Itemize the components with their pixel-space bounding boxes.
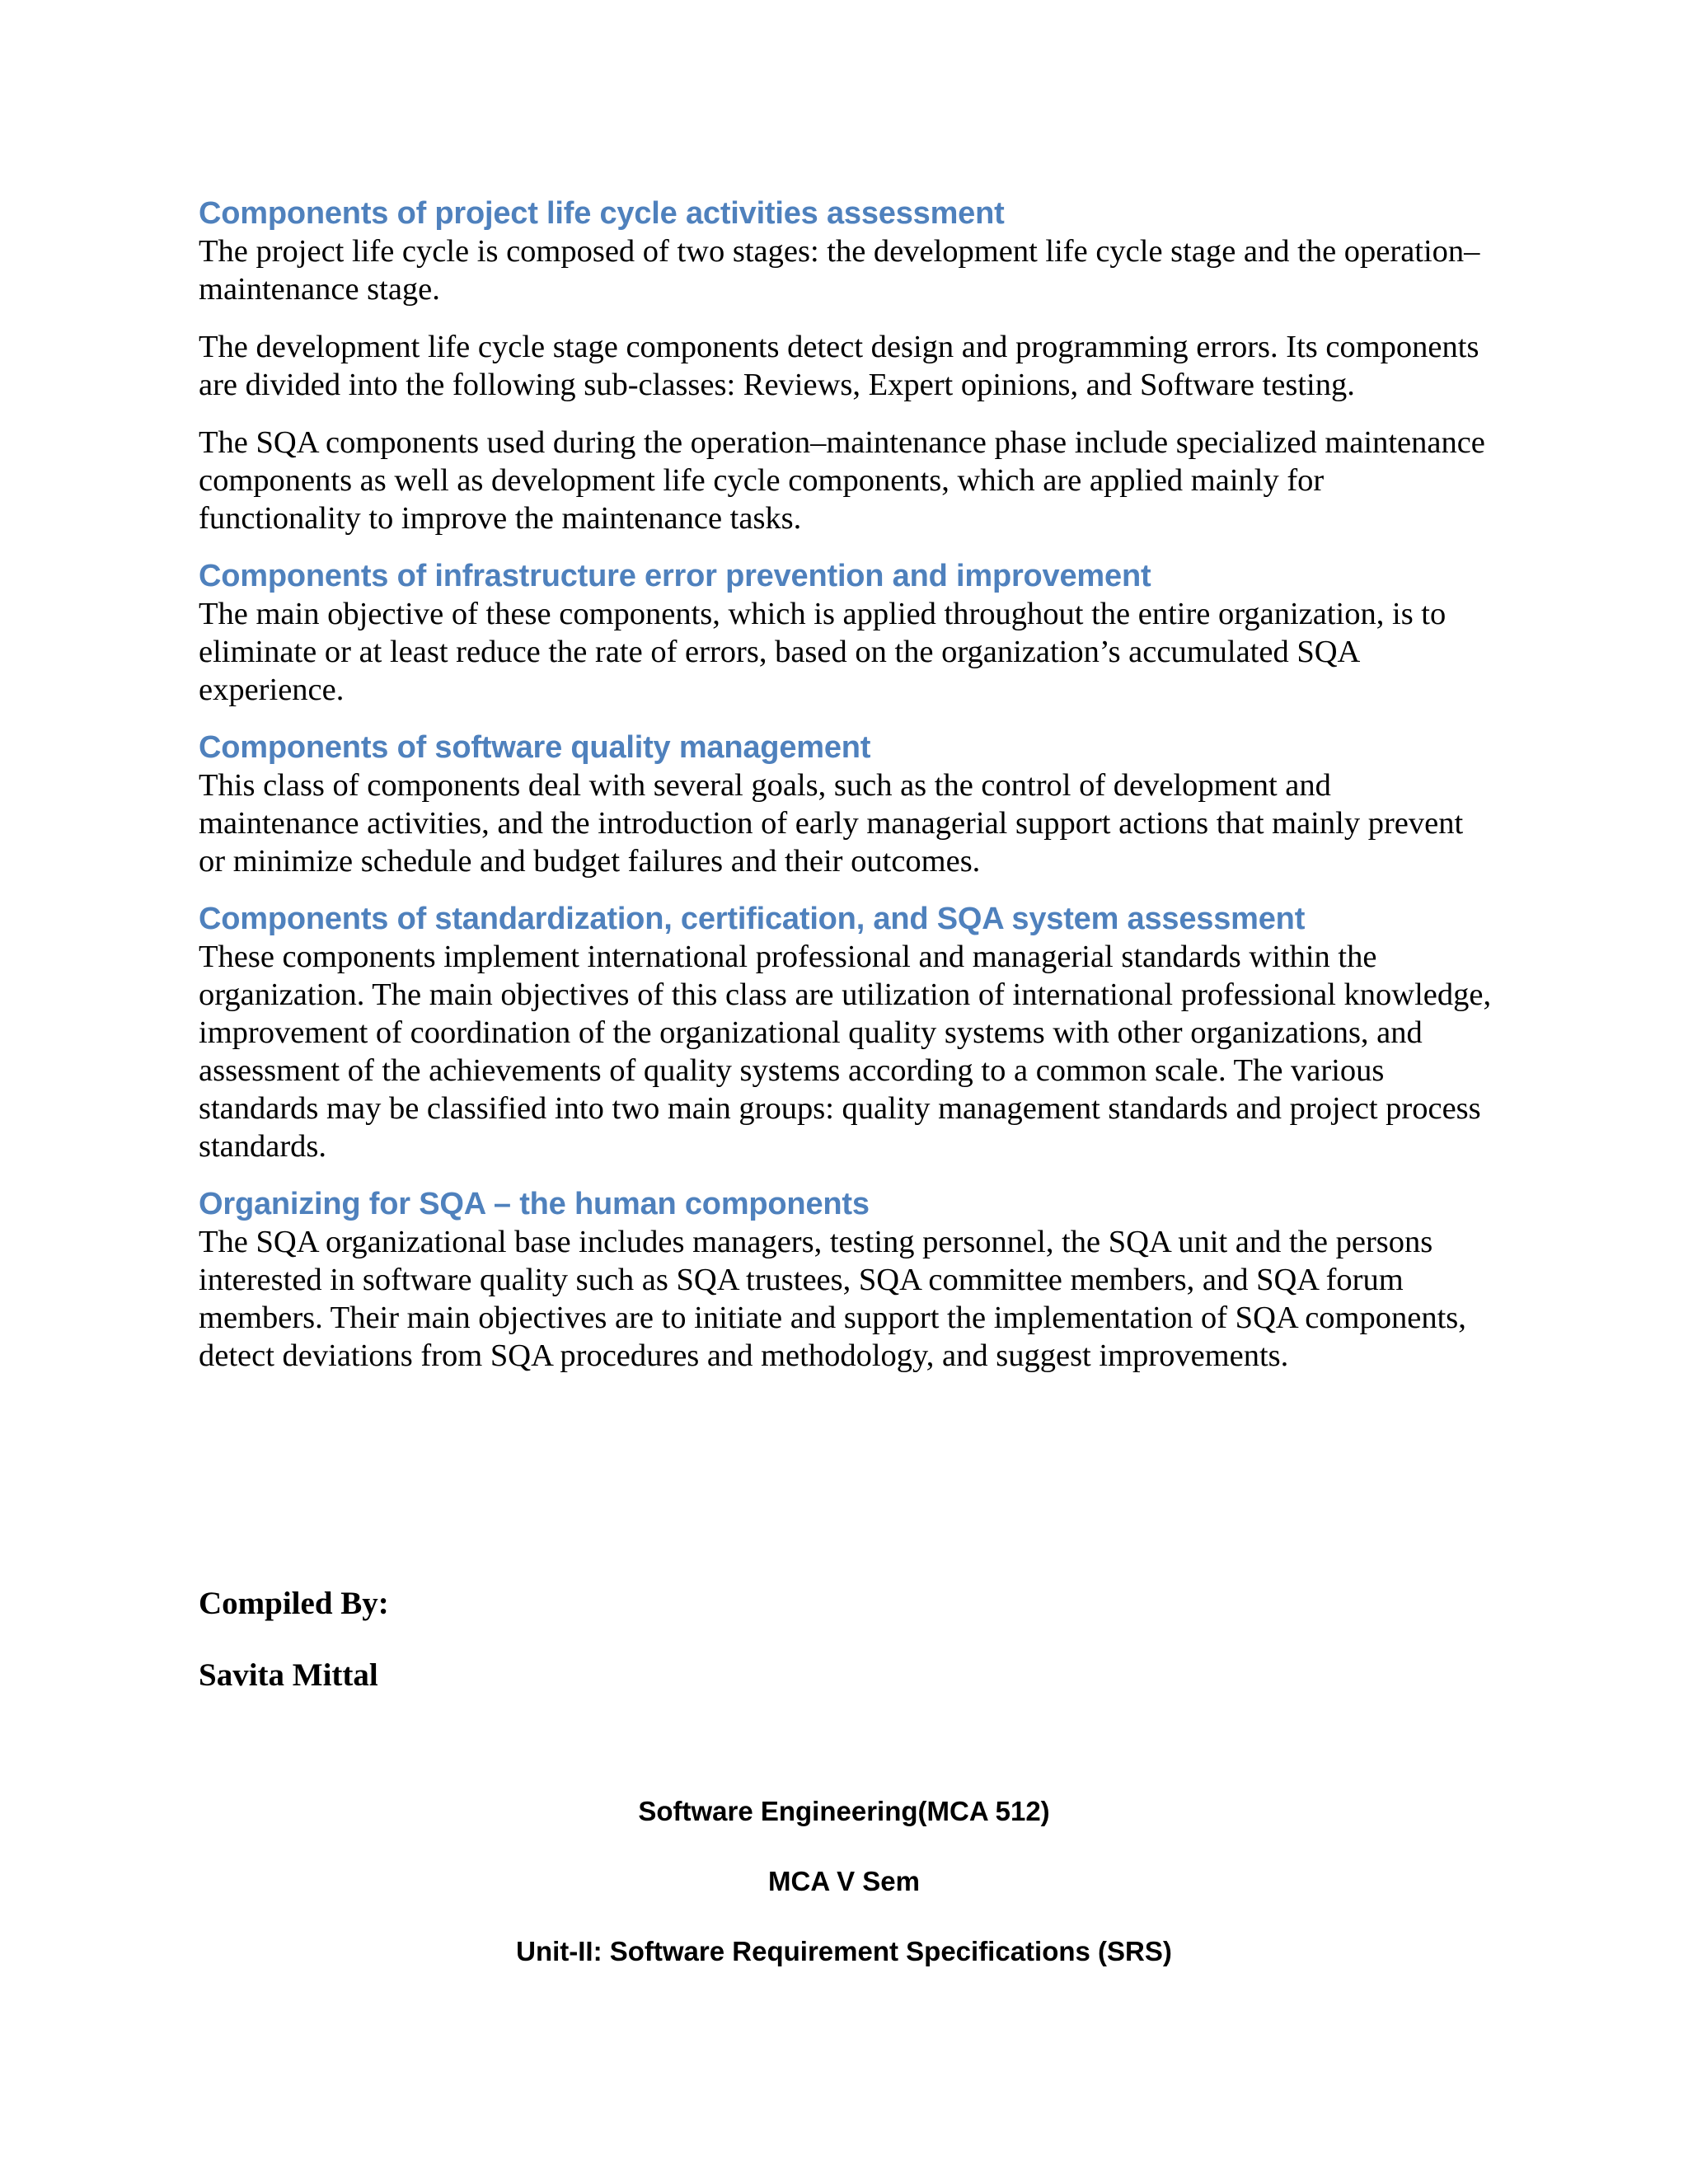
section-paragraph: The project life cycle is composed of two stages: the development life cycle stage and the operation–maintenance stage. [199, 234, 1480, 307]
section-paragraph: The SQA components used during the operation–maintenance phase include specialized maintenance components as well as development life cycle components, which are applied mainly for functionality to improve the maintenance tasks. [199, 425, 1485, 536]
section-heading: Components of infrastructure error prevention and improvement [199, 559, 1151, 593]
author-name: Savita Mittal [199, 1657, 378, 1693]
course-title: Software Engineering(MCA 512) [638, 1796, 1050, 1826]
section-paragraph: The main objective of these components, which is applied throughout the entire organization, is to eliminate or at least reduce the rate of errors, based on the organization’s accumulated SQA experience. [199, 597, 1447, 707]
section-human-components [199, 1185, 1493, 1375]
section-heading: Components of standardization, certification, and SQA system assessment [199, 902, 1306, 936]
section-paragraph: These components implement international professional and managerial standards within the organization. The main objectives of this class are utilization of international professional knowledge, improvement of coordination of the organizational quality systems with other organizations, and assessment of the achievements of quality systems according to a common scale. The various standards may be classified into two main groups: quality management standards and project process standards. [199, 940, 1492, 1164]
section-heading: Components of project life cycle activities assessment [199, 196, 1005, 231]
section-standardization-certification [199, 900, 1493, 1165]
compiled-by-block [199, 1585, 1023, 1728]
document-body [199, 194, 1493, 1394]
course-footer [0, 1795, 1688, 2005]
unit-title: Unit-II: Software Requirement Specifications (SRS) [516, 1936, 1172, 1966]
section-paragraph: The SQA organizational base includes managers, testing personnel, the SQA unit and the persons interested in software quality such as SQA trustees, SQA committee members, and SQA forum members. Their main objectives are to initiate and support the implementation of SQA components, detect deviations from SQA procedures and methodology, and suggest improvements. [199, 1225, 1466, 1373]
section-infrastructure-error-prevention [199, 557, 1493, 709]
section-software-quality-management [199, 729, 1493, 880]
section-life-cycle-assessment [199, 194, 1493, 537]
section-heading: Components of software quality management [199, 730, 871, 765]
compiled-by-label: Compiled By: [199, 1586, 389, 1621]
section-paragraph: This class of components deal with several goals, such as the control of development and maintenance activities, and the introduction of early managerial support actions that mainly prevent or minimize schedule and budget failures and their outcomes. [199, 768, 1464, 879]
semester-label: MCA V Sem [768, 1866, 920, 1896]
section-paragraph: The development life cycle stage components detect design and programming errors. Its components are divided into the following sub-classes: Reviews, Expert opinions, and Software testing. [199, 330, 1479, 402]
section-heading: Organizing for SQA – the human components [199, 1187, 870, 1221]
